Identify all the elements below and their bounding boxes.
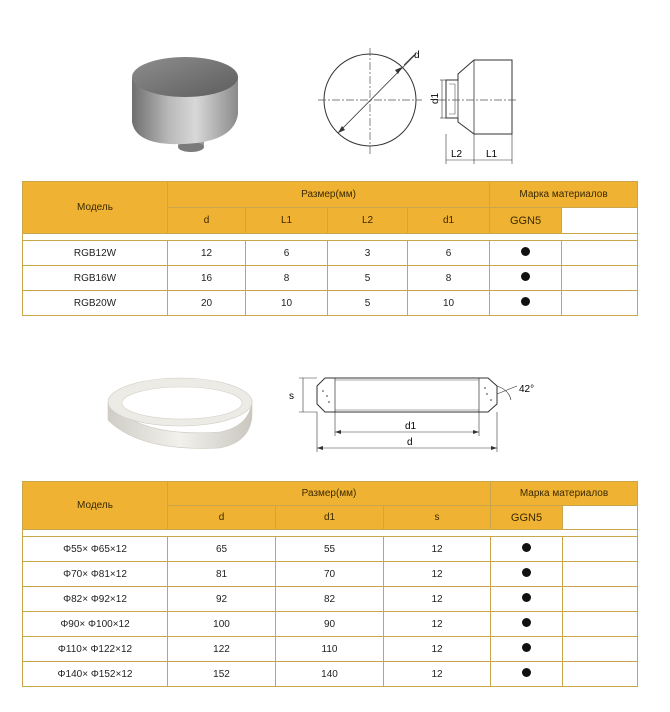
table-row [23, 241, 638, 266]
technical-drawing-cap [318, 46, 528, 171]
cell-model: RGB12W [23, 241, 168, 266]
cell-d: 92 [168, 587, 276, 612]
col-L2: L2 [328, 208, 408, 234]
cell-s: 12 [384, 662, 491, 687]
availability-dot-icon [521, 297, 530, 306]
cell-d1: 6 [408, 241, 490, 266]
availability-dot-icon [522, 618, 531, 627]
cell-ggn5 [490, 241, 562, 266]
cell-d: 16 [168, 266, 246, 291]
availability-dot-icon [521, 247, 530, 256]
cell-ggn5 [491, 537, 563, 562]
table-row [23, 637, 638, 662]
cell-ggn5 [490, 291, 562, 316]
header-size: Размер(мм) [168, 182, 490, 208]
spacer [23, 234, 638, 241]
availability-dot-icon [522, 568, 531, 577]
cell-d: 65 [168, 537, 276, 562]
col-material-empty [562, 208, 638, 234]
cell-model: Φ140× Φ152×12 [23, 662, 168, 687]
availability-dot-icon [522, 668, 531, 677]
header-model: Модель [23, 482, 168, 530]
cell-d1: 110 [276, 637, 384, 662]
cell-d1: 10 [408, 291, 490, 316]
cell-d: 122 [168, 637, 276, 662]
cell-L1: 10 [246, 291, 328, 316]
cell-d1: 90 [276, 612, 384, 637]
label-L2: L2 [451, 149, 463, 160]
cell-d1: 8 [408, 266, 490, 291]
cell-ggn5 [491, 662, 563, 687]
cell-empty [563, 612, 638, 637]
cell-ggn5 [491, 612, 563, 637]
cell-model: Φ55× Φ65×12 [23, 537, 168, 562]
cell-L2: 5 [328, 266, 408, 291]
cell-d1: 55 [276, 537, 384, 562]
availability-dot-icon [522, 593, 531, 602]
label-d: d [414, 50, 420, 61]
table-row [23, 266, 638, 291]
header-material: Марка материалов [490, 182, 638, 208]
col-s: s [384, 506, 491, 530]
cell-d1: 70 [276, 562, 384, 587]
label-d1-ring: d1 [405, 421, 417, 432]
col-material-empty [563, 506, 638, 530]
col-d: d [168, 208, 246, 234]
cell-empty [563, 637, 638, 662]
cell-L2: 3 [328, 241, 408, 266]
cell-d1: 82 [276, 587, 384, 612]
cell-d: 20 [168, 291, 246, 316]
cell-L1: 6 [246, 241, 328, 266]
cell-d: 12 [168, 241, 246, 266]
spec-table-1 [22, 181, 638, 316]
cell-s: 12 [384, 587, 491, 612]
cell-d1: 140 [276, 662, 384, 687]
spec-table-2 [22, 481, 638, 687]
cell-ggn5 [491, 562, 563, 587]
table-row [23, 612, 638, 637]
cell-d: 81 [168, 562, 276, 587]
cell-empty [562, 291, 638, 316]
availability-dot-icon [522, 643, 531, 652]
cell-model: RGB16W [23, 266, 168, 291]
col-L1: L1 [246, 208, 328, 234]
cell-ggn5 [491, 587, 563, 612]
table-row [23, 562, 638, 587]
cell-L2: 5 [328, 291, 408, 316]
table-row [23, 662, 638, 687]
cell-empty [562, 266, 638, 291]
availability-dot-icon [521, 272, 530, 281]
label-s: s [289, 391, 294, 402]
cell-model: Φ110× Φ122×12 [23, 637, 168, 662]
cell-d: 152 [168, 662, 276, 687]
table-row [23, 587, 638, 612]
cell-s: 12 [384, 562, 491, 587]
cell-model: RGB20W [23, 291, 168, 316]
availability-dot-icon [522, 543, 531, 552]
col-d: d [168, 506, 276, 530]
label-d1: d1 [430, 92, 441, 104]
header-model: Модель [23, 182, 168, 234]
cell-empty [563, 662, 638, 687]
cell-model: Φ70× Φ81×12 [23, 562, 168, 587]
label-L1: L1 [486, 149, 498, 160]
product-image-cap [120, 50, 250, 170]
cell-empty [563, 587, 638, 612]
cell-s: 12 [384, 637, 491, 662]
cell-model: Φ90× Φ100×12 [23, 612, 168, 637]
cell-d: 100 [168, 612, 276, 637]
cell-ggn5 [491, 637, 563, 662]
cell-L1: 8 [246, 266, 328, 291]
product-image-ring [100, 372, 260, 462]
header-size: Размер(мм) [168, 482, 491, 506]
label-d-ring: d [407, 437, 413, 448]
col-material-ggn5: GGN5 [491, 506, 563, 530]
cell-s: 12 [384, 537, 491, 562]
table-row [23, 537, 638, 562]
cell-empty [563, 562, 638, 587]
cell-empty [562, 241, 638, 266]
cell-ggn5 [490, 266, 562, 291]
table-row [23, 291, 638, 316]
col-d1: d1 [276, 506, 384, 530]
technical-drawing-ring [283, 366, 553, 456]
cell-s: 12 [384, 612, 491, 637]
spacer [23, 530, 638, 537]
cell-model: Φ82× Φ92×12 [23, 587, 168, 612]
header-material: Марка материалов [491, 482, 638, 506]
label-angle: 42° [519, 384, 535, 395]
col-material-ggn5: GGN5 [490, 208, 562, 234]
cell-empty [563, 537, 638, 562]
col-d1: d1 [408, 208, 490, 234]
